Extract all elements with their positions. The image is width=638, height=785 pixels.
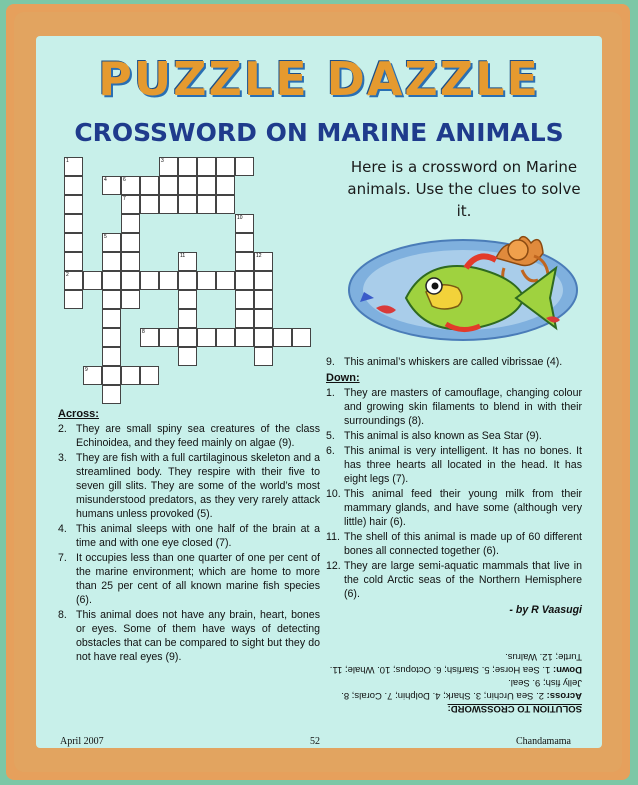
grid-cell[interactable] [121,366,140,385]
grid-cell[interactable] [102,233,121,252]
grid-cell[interactable] [102,290,121,309]
clue-row [326,386,582,428]
clue-row [58,422,320,450]
grid-cell[interactable] [235,157,254,176]
grid-cell[interactable] [235,214,254,233]
grid-number: 7 [123,196,126,202]
clue-text: It occupies less than one quarter of one per cent of the marine environment; which are home to more than 25 per cent of all known marine fish species (6). [76,552,320,606]
grid-number: 11 [180,253,186,259]
grid-cell[interactable] [178,176,197,195]
grid-cell[interactable] [216,195,235,214]
grid-cell[interactable] [197,195,216,214]
grid-cell[interactable] [178,157,197,176]
footer-publication: Chandamama [516,736,571,747]
grid-number: 4 [104,177,107,183]
grid-cell[interactable] [178,328,197,347]
clue-number: 9. [326,356,335,368]
clue-number: 8. [58,609,67,621]
grid-number: 12 [256,253,262,259]
across-column [58,407,320,665]
clue-number: 4. [58,523,67,535]
grid-cell[interactable] [197,176,216,195]
grid-cell[interactable] [159,271,178,290]
clue-row [326,355,582,369]
grid-number: 8 [142,329,145,335]
down-heading: Down: [326,372,360,384]
clue-number: 12. [326,560,341,572]
grid-number: 3 [161,158,164,164]
grid-cell[interactable] [102,271,121,290]
intro-text: Here is a crossword on Marine animals. Use the clues to solve it. [347,158,581,220]
grid-cell[interactable] [121,214,140,233]
page-title: PUZZLE DAZZLE [98,52,540,106]
down-clues [326,386,582,601]
grid-cell[interactable] [102,328,121,347]
grid-cell[interactable] [102,176,121,195]
grid-cell[interactable] [121,290,140,309]
grid-cell[interactable] [235,252,254,271]
footer-page-number: 52 [310,736,320,747]
grid-cell[interactable] [235,290,254,309]
grid-cell[interactable] [292,328,311,347]
clue-number: 11. [326,531,340,543]
clue-text: The shell of this animal is made up of 60 different bones all connected together (6). [344,531,582,557]
clue-text: They are fish with a full cartilaginous skeleton and a streamlined body. They respire with their five to seven gill slits. They are some of the world’s most misunderstood predators, as they very rarely attack humans unless provoked (5). [76,452,320,520]
grid-number: 2 [66,272,69,278]
grid-cell[interactable] [121,271,140,290]
solution-down [324,650,582,676]
clue-number: 10. [326,488,341,500]
clue-row [326,487,582,529]
solution-upside-down [324,650,582,715]
clue-row [58,451,320,521]
grid-cell[interactable] [159,157,178,176]
clue-text: This animal does not have any brain, heart, bones or eyes. Some of them have ways of detecting obstacles that can be compared to sight but they do not have real eyes (9). [76,609,320,663]
grid-cell[interactable] [64,157,83,176]
solution-down-label: Down: [552,664,582,675]
grid-cell[interactable] [178,347,197,366]
clue-text: This animal is also known as Sea Star (9). [344,430,542,442]
grid-cell[interactable] [121,176,140,195]
grid-cell[interactable] [102,347,121,366]
grid-cell[interactable] [235,271,254,290]
solution-across-label: Across: [546,690,582,701]
fish-icon [346,228,580,346]
clue-row [326,444,582,486]
fish-illustration [346,228,580,346]
grid-cell[interactable] [121,233,140,252]
clue-row [58,522,320,550]
solution-across-text: 2. Sea Urchin; 3. Shark; 4. Dolphin; 7. Corals; 8. Jelly fish; 9. Seal. [341,677,582,701]
grid-cell[interactable] [235,233,254,252]
clue-number: 7. [58,552,67,564]
grid-cell[interactable] [235,309,254,328]
across-heading: Across: [58,408,99,420]
grid-cell[interactable] [216,271,235,290]
grid-cell[interactable] [197,328,216,347]
solution-heading: SOLUTION TO CROSSWORD: [447,703,582,714]
clue-row [326,559,582,601]
clue-text: This animal feed their young milk from their mammary glands, and have some (although very little) hair (6). [344,488,582,528]
grid-cell[interactable] [140,176,159,195]
clue-row [326,429,582,443]
grid-cell[interactable] [159,328,178,347]
grid-cell[interactable] [254,252,273,271]
grid-cell[interactable] [178,309,197,328]
crossword-grid [64,157,324,397]
grid-cell[interactable] [102,385,121,404]
grid-cell[interactable] [216,157,235,176]
grid-cell[interactable] [140,366,159,385]
clue-row [326,530,582,558]
clue-number: 3. [58,452,67,464]
grid-cell[interactable] [178,271,197,290]
clue-text: This animal is very intelligent. It has no bones. It has three hearts all located in the head. It has eight legs (7). [344,445,582,485]
grid-cell[interactable] [83,271,102,290]
grid-cell[interactable] [216,176,235,195]
grid-cell[interactable] [140,328,159,347]
grid-cell[interactable] [216,328,235,347]
grid-cell[interactable] [235,328,254,347]
grid-cell[interactable] [159,195,178,214]
grid-cell[interactable] [64,252,83,271]
grid-cell[interactable] [102,366,121,385]
grid-cell[interactable] [121,252,140,271]
clue-text: This animal sleeps with one half of the brain at a time and with one eye closed (7). [76,523,320,549]
grid-cell[interactable] [140,271,159,290]
grid-number: 5 [104,234,107,240]
grid-cell[interactable] [254,309,273,328]
grid-cell[interactable] [197,157,216,176]
solution-down-text: 1. Sea Horse; 5. Starfish; 6. Octopus; 10. Whale; 11. Turtle; 12. Walrus. [329,651,582,675]
grid-cell[interactable] [254,290,273,309]
grid-cell[interactable] [254,328,273,347]
byline: - by R Vaasugi [509,604,582,616]
clue-text: This animal’s whiskers are called vibrissae (4). [344,356,563,368]
grid-cell[interactable] [64,195,83,214]
grid-number: 6 [123,177,126,183]
grid-cell[interactable] [159,176,178,195]
page-subtitle: CROSSWORD ON MARINE ANIMALS [74,118,564,147]
clue-number: 2. [58,423,67,435]
grid-cell[interactable] [178,252,197,271]
grid-cell[interactable] [64,290,83,309]
grid-cell[interactable] [83,366,102,385]
footer-date: April 2007 [60,736,104,747]
grid-cell[interactable] [140,195,159,214]
down-column [326,355,582,617]
grid-cell[interactable] [178,195,197,214]
grid-cell[interactable] [273,328,292,347]
grid-number: 1 [66,158,69,164]
grid-cell[interactable] [64,233,83,252]
clue-number: 5. [326,430,335,442]
clue-text: They are masters of camouflage, changing colour and growing skin filaments to blend in with their surroundings (8). [344,387,582,427]
clue-row [58,608,320,664]
clue-number: 1. [326,387,335,399]
across-clues [58,422,320,664]
clue-number: 6. [326,445,335,457]
grid-cell[interactable] [254,271,273,290]
grid-cell[interactable] [254,347,273,366]
grid-cell[interactable] [178,290,197,309]
grid-number: 10 [237,215,243,221]
solution-across [324,676,582,702]
grid-number: 9 [85,367,88,373]
clue-text: They are small spiny sea creatures of the class Echinoidea, and they feed mainly on algae (9). [76,423,320,449]
clue-row [58,551,320,607]
grid-cell[interactable] [64,214,83,233]
grid-cell[interactable] [102,309,121,328]
across-clue-9 [326,355,582,369]
grid-cell[interactable] [121,195,140,214]
grid-cell[interactable] [102,252,121,271]
grid-cell[interactable] [64,176,83,195]
grid-cell[interactable] [64,271,83,290]
grid-cell[interactable] [197,271,216,290]
clue-text: They are large semi-aquatic mammals that live in the cold Arctic seas of the Northern Hemisphere (6). [344,560,582,600]
